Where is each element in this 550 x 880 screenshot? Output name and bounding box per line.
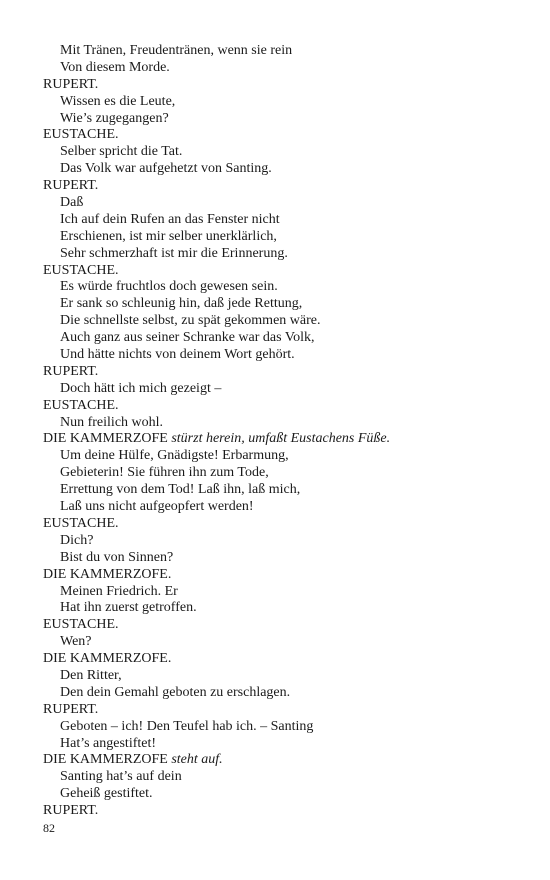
speaker-name: EUSTACHE. <box>43 397 119 413</box>
verse-text: Wen? <box>60 634 92 650</box>
verse-text: Meinen Friedrich. Er <box>60 583 178 599</box>
verse-line <box>43 736 513 753</box>
verse-line <box>43 533 513 550</box>
verse-line <box>43 296 513 313</box>
verse-line <box>43 668 513 685</box>
verse-line <box>43 144 513 161</box>
verse-line <box>43 634 513 651</box>
speaker-line <box>43 263 513 280</box>
verse-line <box>43 313 513 330</box>
speaker-line <box>43 567 513 584</box>
verse-text: Gebieterin! Sie führen ihn zum Tode, <box>60 465 269 481</box>
verse-text: Erschienen, ist mir selber unerklärlich, <box>60 228 277 244</box>
verse-line <box>43 600 513 617</box>
verse-line <box>43 499 513 516</box>
verse-text: Sehr schmerzhaft ist mir die Erinnerung. <box>60 245 288 261</box>
verse-text: Wie’s zugegangen? <box>60 110 169 126</box>
speaker-name: DIE KAMMERZOFE. <box>43 566 172 582</box>
speaker-name: RUPERT. <box>43 803 99 819</box>
text-page <box>43 43 513 820</box>
verse-line <box>43 111 513 128</box>
verse-line <box>43 94 513 111</box>
speaker-name: RUPERT. <box>43 701 99 717</box>
speaker-name: RUPERT. <box>43 76 99 92</box>
verse-line <box>43 584 513 601</box>
verse-text: Geboten – ich! Den Teufel hab ich. – Santing <box>60 718 314 734</box>
speaker-line <box>43 752 513 769</box>
verse-text: Errettung von dem Tod! Laß ihn, laß mich, <box>60 482 301 498</box>
speaker-name: RUPERT. <box>43 363 99 379</box>
speaker-line <box>43 178 513 195</box>
speaker-name: EUSTACHE. <box>43 127 119 143</box>
verse-text: Geheiß gestiftet. <box>60 786 153 802</box>
verse-text: Mit Tränen, Freudentränen, wenn sie rein <box>60 43 293 58</box>
verse-line <box>43 550 513 567</box>
verse-text: Dich? <box>60 532 94 548</box>
verse-line <box>43 279 513 296</box>
speaker-line <box>43 702 513 719</box>
verse-text: Und hätte nichts von deinem Wort gehört. <box>60 347 295 363</box>
verse-text: Den Ritter, <box>60 667 122 683</box>
verse-line <box>43 212 513 229</box>
verse-text: Auch ganz aus seiner Schranke war das Volk, <box>60 330 315 346</box>
speaker-name: EUSTACHE. <box>43 262 119 278</box>
verse-text: Den dein Gemahl geboten zu erschlagen. <box>60 684 291 700</box>
speaker-line <box>43 431 513 448</box>
verse-line <box>43 685 513 702</box>
verse-text: Hat ihn zuerst getroffen. <box>60 600 197 616</box>
verse-text: Selber spricht die Tat. <box>60 144 183 160</box>
verse-line <box>43 161 513 178</box>
verse-text: Die schnellste selbst, zu spät gekommen wäre. <box>60 313 321 329</box>
stage-direction: stürzt herein, umfaßt Eustachens Füße. <box>171 431 391 447</box>
verse-line <box>43 465 513 482</box>
verse-text: Er sank so schleunig hin, daß jede Rettung, <box>60 296 303 312</box>
speaker-name: DIE KAMMERZOFE <box>43 431 168 447</box>
verse-text: Hat’s angestiftet! <box>60 735 157 751</box>
verse-line <box>43 246 513 263</box>
verse-line <box>43 229 513 246</box>
speaker-line <box>43 398 513 415</box>
verse-text: Santing hat’s auf dein <box>60 769 182 785</box>
verse-line <box>43 60 513 77</box>
speaker-line <box>43 516 513 533</box>
verse-line <box>43 448 513 465</box>
speaker-line <box>43 617 513 634</box>
verse-line <box>43 347 513 364</box>
speaker-line <box>43 803 513 820</box>
verse-text: Es würde fruchtlos doch gewesen sein. <box>60 279 278 295</box>
verse-line <box>43 381 513 398</box>
verse-text: Doch hätt ich mich gezeigt – <box>60 380 222 396</box>
verse-text: Ich auf dein Rufen an das Fenster nicht <box>60 211 280 227</box>
speaker-line <box>43 651 513 668</box>
stage-direction: steht auf. <box>171 752 223 768</box>
verse-line <box>43 769 513 786</box>
verse-text: Um deine Hülfe, Gnädigste! Erbarmung, <box>60 448 289 464</box>
verse-text: Laß uns nicht aufgeopfert werden! <box>60 499 254 515</box>
speaker-line <box>43 127 513 144</box>
verse-text: Daß <box>60 195 84 211</box>
verse-line <box>43 482 513 499</box>
speaker-name: EUSTACHE. <box>43 515 119 531</box>
verse-line <box>43 195 513 212</box>
speaker-name: DIE KAMMERZOFE <box>43 752 168 768</box>
verse-text: Von diesem Morde. <box>60 59 170 75</box>
speaker-name: DIE KAMMERZOFE. <box>43 651 172 667</box>
verse-line <box>43 43 513 60</box>
speaker-line <box>43 77 513 94</box>
speaker-name: EUSTACHE. <box>43 617 119 633</box>
verse-line <box>43 719 513 736</box>
speaker-line <box>43 364 513 381</box>
verse-text: Bist du von Sinnen? <box>60 549 174 565</box>
verse-text: Wissen es die Leute, <box>60 93 176 109</box>
speaker-name: RUPERT. <box>43 178 99 194</box>
verse-line <box>43 786 513 803</box>
page-number: 82 <box>43 821 55 835</box>
verse-line <box>43 330 513 347</box>
verse-text: Nun freilich wohl. <box>60 414 164 430</box>
verse-text: Das Volk war aufgehetzt von Santing. <box>60 161 272 177</box>
verse-line <box>43 415 513 432</box>
